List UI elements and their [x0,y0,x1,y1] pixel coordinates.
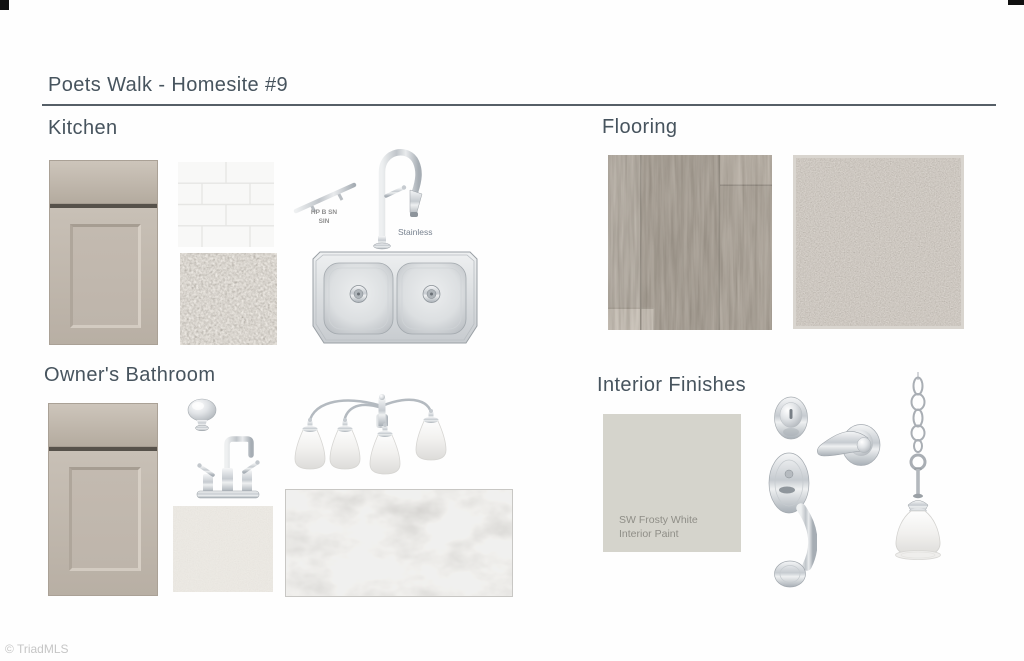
deadbolt-image [770,394,812,442]
quartz-countertop-sample [173,506,273,592]
page-title: Poets Walk - Homesite #9 [48,74,289,96]
cabinet-drawer-front [49,404,157,447]
title-divider [42,104,996,106]
flooring-section-label: Flooring [602,116,678,138]
vanity-light-image [288,392,453,480]
door-lever-image [808,418,884,472]
paint-swatch [603,414,741,552]
cabinet-door-front [50,208,157,344]
carpet-sample [793,155,964,329]
shower-marble-sample [285,489,513,597]
scan-mark-top-right [1008,0,1024,5]
kitchen-cabinet-sample [49,160,158,345]
lvp-flooring-sample [608,155,772,330]
scan-mark-top-left [0,0,9,10]
granite-countertop-sample [180,253,277,345]
cabinet-drawer-front [50,161,157,204]
kitchen-sink-image [311,250,479,345]
interior-finishes-section-label: Interior Finishes [597,374,747,396]
cabinet-knob-image [185,398,219,432]
cabinet-pull-code: HP B SN SIN [310,209,338,225]
paint-swatch-label: SW Frosty White Interior Paint [619,514,698,540]
mls-watermark: © TriadMLS [5,642,69,656]
handleset-image [763,450,817,598]
kitchen-section-label: Kitchen [48,117,118,139]
cabinet-door-panel [69,467,141,571]
faucet-finish-label: Stainless [398,227,433,237]
bathroom-faucet-image [196,428,260,500]
bathroom-cabinet-sample [48,403,158,596]
pendant-light-image [886,372,950,566]
owners-bathroom-section-label: Owner's Bathroom [44,364,216,386]
subway-tile-sample [178,162,274,247]
cabinet-door-panel [70,224,141,328]
cabinet-door-front [49,451,157,595]
